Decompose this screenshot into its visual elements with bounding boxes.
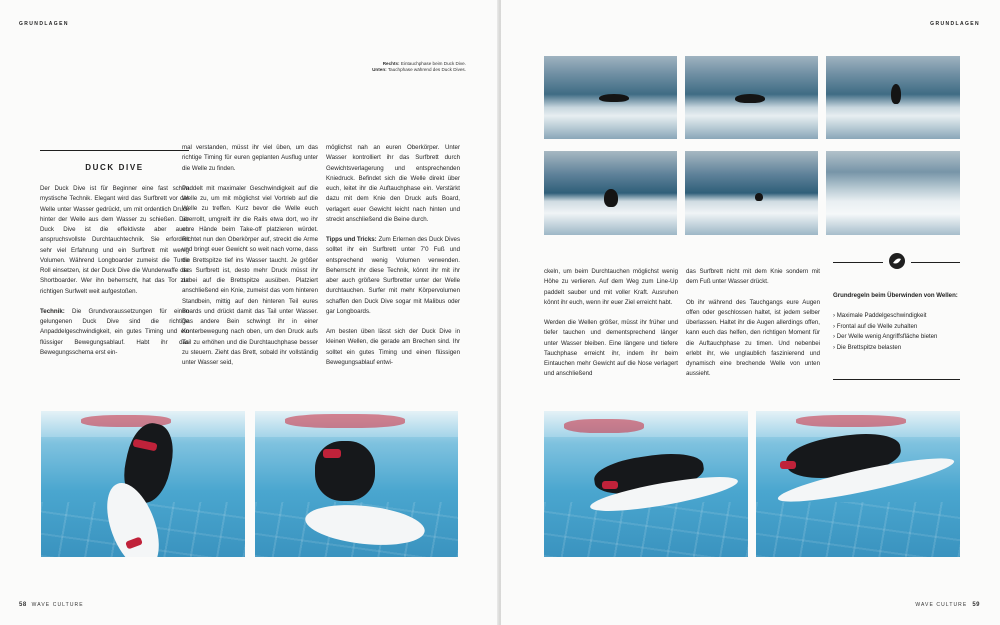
tips-item: › Der Welle wenig Angriffsfläche bieten — [833, 332, 937, 343]
col3-paragraph-1: möglichst nah an euren Oberkörper. Unter Wasser kontrolliert ihr das Surfbrett durch Gewichtsverlagerung und entsprechenden Kniedruck. Befindet sich die Welle direkt über euch, leitet ihr die Auftauchphase ein. Verstärkt dazu mit dem Knie den Druck aufs Board, verlagert euer Gewicht leicht nach hinten und streckt anschließend die Beine durch. — [326, 144, 460, 223]
tips-box — [833, 262, 960, 380]
col3-paragraph-3: Am besten üben lässt sich der Duck Dive in kleinen Wellen, die gerade am Brechen sind. Ihr solltet ein gutes Timing und einen flüssigen Bewegungsablauf entwi- — [326, 328, 460, 366]
col5-paragraph-2: Ob ihr während des Tauchgangs eure Augen offen oder geschlossen haltet, ist jedem selber überlassen. Haltet ihr die Augen allerdings offen, kann euch das helfen, den richtigen Moment für die Auftauchphase zu timen. Und nebenbei erlebt ihr, wie unglaublich faszinierend und dynamisch eine brechende Welle von unten aussieht. — [686, 298, 820, 378]
surfboard-icon — [889, 253, 905, 269]
magazine-name-right: WAVE CULTURE — [915, 602, 968, 608]
tips-item: › Frontal auf die Welle zuhalten — [833, 322, 937, 333]
text-column-2 — [182, 143, 318, 378]
col4-paragraph-1: ckeln, um beim Durchtauchen möglichst wenig Höhe zu verlieren. Auf dem Weg zum Line-Up paddelt sauber und mit voller Kraft. Ausruhen könnt ihr euch, wenn ihr euer Ziel erreicht habt. — [544, 268, 678, 306]
section-title: DUCK DIVE — [40, 150, 189, 172]
col1-paragraph-2 — [40, 307, 189, 358]
sequence-photo-2 — [685, 56, 818, 139]
tips-item: › Maximale Paddelgeschwindigkeit — [833, 311, 937, 322]
sequence-photo-6 — [826, 151, 960, 235]
sequence-photo-5 — [685, 151, 818, 235]
footer-left — [19, 602, 84, 608]
caption-below-label: Unten: — [372, 67, 387, 73]
left-page — [0, 0, 499, 625]
col1-paragraph-2-text: Die Grundvoraussetzungen für einen gelungenen Duck Dive sind die richtige Anpaddelgeschwindigkeit, ein gutes Timing und ein flüssiger Bewegungsablauf. Habt ihr das Bewegungsschema erst ein- — [40, 307, 189, 356]
col2-paragraph-2: Paddelt mit maximaler Geschwindigkeit auf die Welle zu, um mit möglichst viel Vortrieb auf die Welle zu treffen. Kurz bevor die Welle euch überrollt, umgreift ihr die Rails etwa dort, wo ihr eure Hände beim Take-off platzieren würdet. Richtet nun den Oberkörper auf, streckt die Arme und bringt euer Gewicht so weit nach vorne, dass die Brettspitze tief ins Wasser taucht. Je größer das Surfbrett ist, desto mehr Druck müsst ihr dabei auf die Brettspitze ausüben. Platziert anschließend ein Knie, zumeist das vom hinteren Standbein, mittig auf den hinteren Teil eures Boards und drückt damit das Tail unter Wasser. Das andere Bein schwingt ihr in einer Konterbewegung nach oben, um den Druck aufs Tail zu erhöhen und die Durchtauchphase besser zu steuern. Zieht das Brett, sobald ihr vollständig unter Wasser seid, — [182, 184, 318, 366]
caption-right-label: Rechts: — [382, 61, 400, 66]
col1-label: Technik: — [40, 307, 65, 315]
page-number-left: 58 — [19, 602, 27, 608]
sequence-photo-4 — [544, 151, 677, 235]
underwater-photo-4 — [756, 411, 960, 557]
tips-item: › Die Brettspitze belasten — [833, 343, 937, 354]
sequence-photo-1 — [544, 56, 677, 139]
col4-paragraph-2: Werden die Wellen größer, müsst ihr früher und tiefer tauchen und dementsprechend länger unter Wasser bleiben. Eine längere und tiefere Tauchphase erreicht ihr, indem ihr beim Eintauchen mehr Gewicht auf die Nose verlagert und anschließend — [544, 319, 678, 378]
page-number-right: 59 — [972, 602, 980, 608]
col3-label: Tipps und Tricks: — [326, 236, 377, 243]
photo-caption — [270, 61, 466, 74]
sequence-photo-3 — [826, 56, 960, 139]
underwater-photo-3 — [544, 411, 748, 557]
underwater-photo-1 — [41, 411, 245, 557]
caption-below-text: Tauchphase während des Duck Dives. — [387, 67, 466, 73]
text-column-1 — [40, 184, 189, 368]
text-column-5 — [686, 267, 820, 390]
text-column-3 — [326, 143, 460, 378]
underwater-photo-2 — [255, 411, 458, 557]
caption-right-text: Eintauchphase beim Duck Dive. — [400, 61, 466, 66]
col5-paragraph-1: das Surfbrett nicht mit dem Knie sondern mit dem Fuß unter Wasser drückt. — [686, 268, 820, 286]
col3-paragraph-2-text: Zum Erlernen des Duck Dives solltet ihr ein Surfbrett unter 7'0 Fuß und entsprechend wenig Volumen verwenden. Beherrscht ihr diese Technik, könnt ihr mit ihr aber auch größere Surfbretter unter der Welle durchtauchen. Surfer mit mehr Körpervolumen schaffen den Duck Dive sogar mit Malibus oder gar Longboards. — [326, 236, 461, 315]
col3-paragraph-2 — [326, 235, 460, 317]
text-column-4 — [544, 267, 678, 390]
tips-list — [833, 311, 937, 353]
running-head-right: GRUNDLAGEN — [930, 21, 980, 27]
tips-heading: Grundregeln beim Überwinden von Wellen: — [833, 292, 958, 299]
col2-paragraph-1: mal verstanden, müsst ihr viel üben, um das richtige Timing für euren geplanten Ausflug unter die Welle zu finden. — [182, 144, 318, 172]
running-head-left: GRUNDLAGEN — [19, 21, 69, 27]
col1-paragraph-1: Der Duck Dive ist für Beginner eine fast schon mystische Technik. Elegant wird das Surfbrett vor der Welle unter Wasser gedrückt, um mit ordentlich Druck hinter der Welle aus dem Wasser zu schießen. Der Duck Dive ist die effektivste aber auch anspruchsvollste Durchtauchtechnik. Sie erfordert sehr viel Erfahrung und ein Surfbrett mit wenig Volumen. Während Longboarder zumeist die Turtle Roll einsetzen, ist der Duck Dive die Wunderwaffe der Shortboarder. Wer ihn beherrscht, hat das Tor zur richtigen Surfwelt weit aufgestoßen. — [40, 185, 189, 295]
magazine-name-left: WAVE CULTURE — [31, 602, 84, 608]
footer-right — [915, 602, 980, 608]
